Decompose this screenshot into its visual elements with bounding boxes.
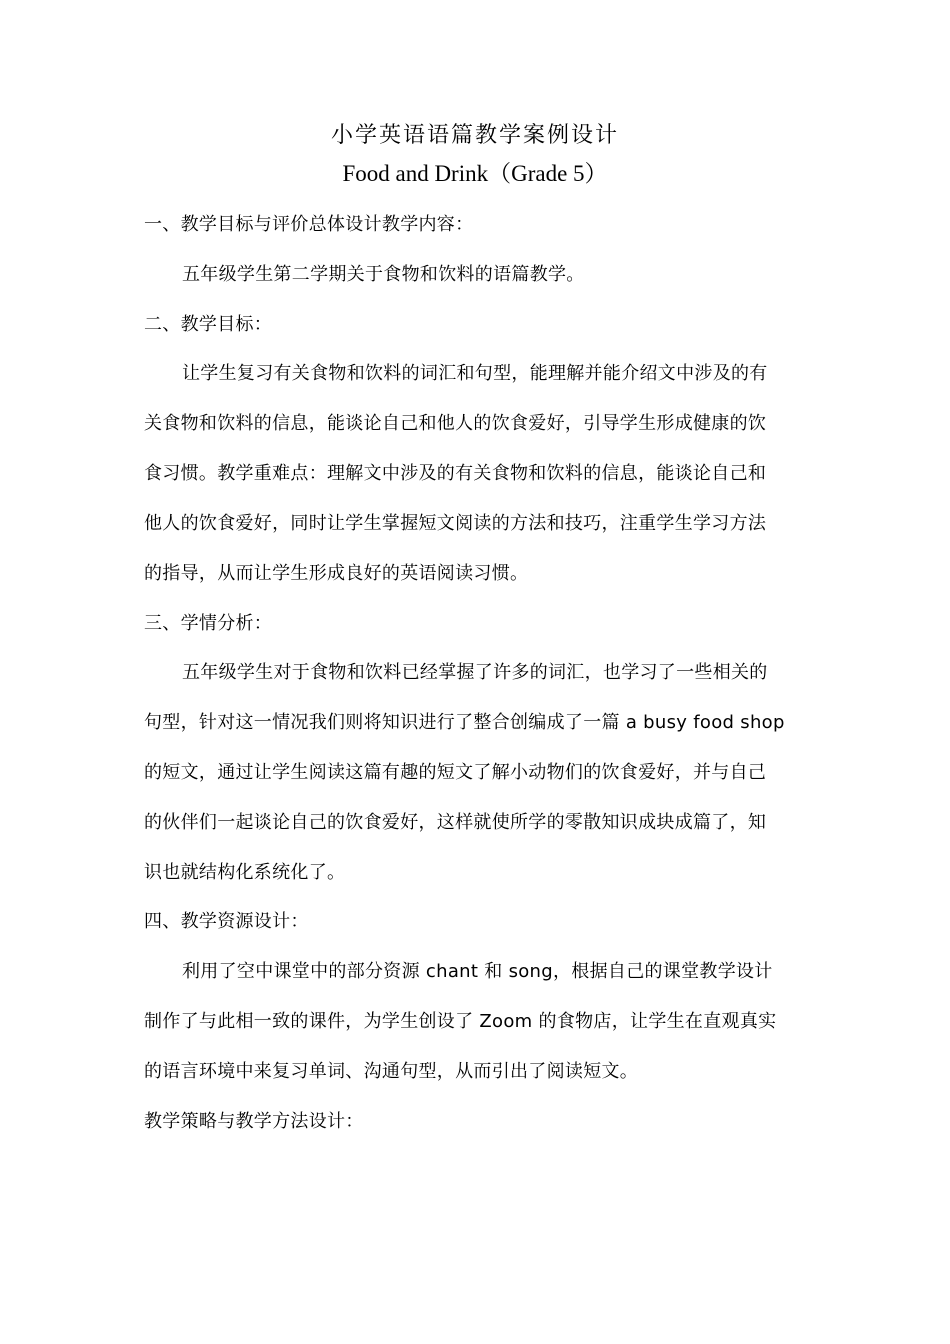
paragraph-line: 识也就结构化系统化了。 [144, 862, 346, 883]
section-heading-4: 四、教学资源设计： [144, 911, 309, 932]
paragraph-line: 五年级学生第二学期关于食物和饮料的语篇教学。 [182, 264, 585, 285]
paragraph-line: 利用了空中课堂中的部分资源 chant 和 song，根据自己的课堂教学设计 [182, 961, 773, 982]
paragraph-line: 的伙伴们一起谈论自己的饮食爱好，这样就使所学的零散知识成块成篇了，知 [144, 812, 767, 833]
paragraph-line: 食习惯。教学重难点：理解文中涉及的有关食物和饮料的信息，能谈论自己和 [144, 463, 767, 484]
document-subtitle: Food and Drink（Grade 5） [342, 161, 608, 186]
section-heading-1: 一、教学目标与评价总体设计教学内容： [144, 214, 474, 235]
section-heading-2: 二、教学目标： [144, 314, 273, 335]
section-heading-5: 教学策略与教学方法设计： [144, 1111, 364, 1132]
paragraph-line: 让学生复习有关食物和饮料的词汇和句型，能理解并能介绍文中涉及的有 [182, 363, 768, 384]
section-heading-3: 三、学情分析： [144, 613, 273, 634]
paragraph-line: 关食物和饮料的信息，能谈论自己和他人的饮食爱好，引导学生形成健康的饮 [144, 413, 767, 434]
paragraph-line: 的指导，从而让学生形成良好的英语阅读习惯。 [144, 563, 529, 584]
paragraph-line: 他人的饮食爱好，同时让学生掌握短文阅读的方法和技巧，注重学生学习方法 [144, 513, 767, 534]
document-title: 小学英语语篇教学案例设计 [330, 123, 619, 148]
paragraph-line: 的短文，通过让学生阅读这篇有趣的短文了解小动物们的饮食爱好，并与自己 [144, 762, 767, 783]
paragraph-line: 的语言环境中来复习单词、沟通句型，从而引出了阅读短文。 [144, 1061, 639, 1082]
paragraph-line: 制作了与此相一致的课件，为学生创设了 Zoom 的食物店，让学生在直观真实 [144, 1011, 777, 1032]
paragraph-line: 五年级学生对于食物和饮料已经掌握了许多的词汇，也学习了一些相关的 [182, 662, 768, 683]
paragraph-line: 句型，针对这一情况我们则将知识进行了整合创编成了一篇 a busy food shop [144, 712, 785, 733]
